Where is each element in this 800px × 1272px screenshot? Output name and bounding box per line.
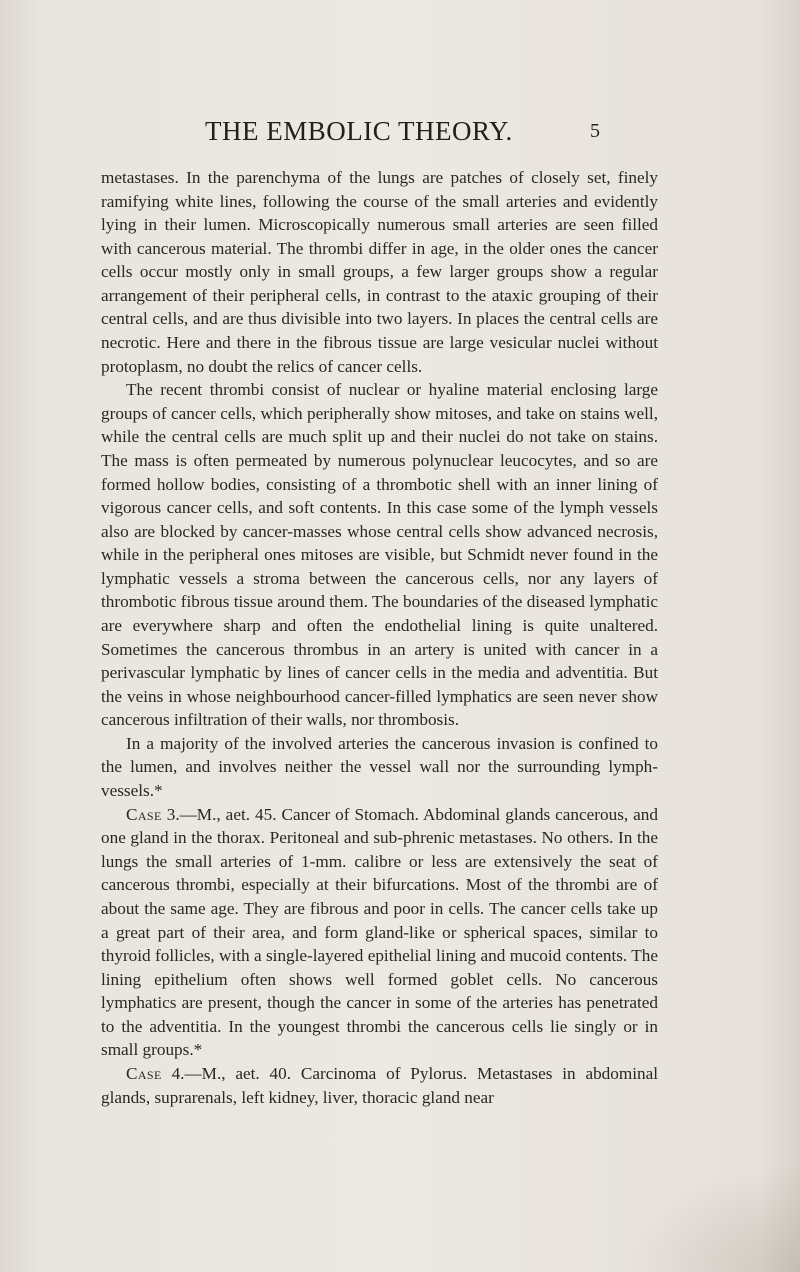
paragraph: The recent thrombi consist of nuclear or hyaline material enclosing large groups of cancer cells, which peripherally show mitoses, and take on stains well, while the central cells are much split up and their nuclei do not take on stains. The mass is often permeated by numerous polynuclear leucocytes, and so are formed hollow bodies, consisting of a thrombotic shell with an inner lining of vigorous cancer cells, and soft contents. In this case some of the lymph vessels also are blocked by cancer-masses whose central cells show advanced necrosis, while in the peripheral ones mitoses are visible, but Schmidt never found in the lymphatic vessels a stroma between the cancerous cells, nor any layers of thrombotic fibrous tissue around them. The boundaries of the diseased lymphatic are everywhere sharp and often the endothelial lining is quite unaltered. Sometimes the cancerous thrombus in an artery is united with cancer in a perivascular lymphatic by lines of cancer cells in the media and adventitia. But the veins in whose neighbourhood cancer-filled lymphatics are seen never show cancerous infiltration of their walls, nor thrombosis. (101, 380, 658, 730)
case-paragraph (101, 1062, 658, 1109)
case-label: Case (126, 1063, 162, 1083)
paragraph: metastases. In the parenchyma of the lungs are patches of closely set, finely ramifying white lines, following the course of the small arteries and evidently lying in their lumen. Microscopically numerous small arteries are seen filled with cancerous material. The thrombi differ in age, in the older ones the cancer cells occur mostly only in small groups, a few larger groups show a regular arrangement of their peripheral cells, in contrast to the ataxic grouping of their central cells, and are thus divisible into two layers. In places the central cells are necrotic. Here and there in the fibrous tissue are large vesicular nuclei without protoplasm, no doubt the relics of cancer cells. (101, 168, 658, 376)
case-paragraph (101, 803, 658, 1062)
case-text: 4.—M., aet. 40. Carcinoma of Pylorus. Metastases in abdominal glands, suprarenals, left kidney, liver, thoracic gland near (101, 1063, 658, 1107)
case-label: Case (126, 804, 162, 824)
page-number: 5 (590, 120, 600, 142)
body-text (101, 166, 658, 1109)
running-header (205, 116, 600, 147)
paragraph: In a majority of the involved arteries the cancerous invasion is confined to the lumen, and involves neither the vessel wall nor the surrounding lymph-vessels.* (101, 733, 658, 801)
case-text: 3.—M., aet. 45. Cancer of Stomach. Abdominal glands cancerous, and one gland in the thorax. Peritoneal and sub-phrenic metastases. No others. In the lungs the small arteries of 1-mm. calibre or less are extensively the seat of cancerous thrombi, especially at their bifurcations. Most of the thrombi are of about the same age. They are fibrous and poor in cells. The cancer cells take up a great part of their area, and form gland-like or spherical spaces, similar to thyroid follicles, with a single-layered epithelial lining and mucoid contents. The lining epithelium often shows well formed goblet cells. No cancerous lymphatics are present, though the cancer in some of the arteries has penetrated to the adventitia. In the youngest thrombi the cancerous cells lie singly or in small groups.* (101, 804, 658, 1060)
running-title: THE EMBOLIC THEORY. (205, 116, 513, 146)
